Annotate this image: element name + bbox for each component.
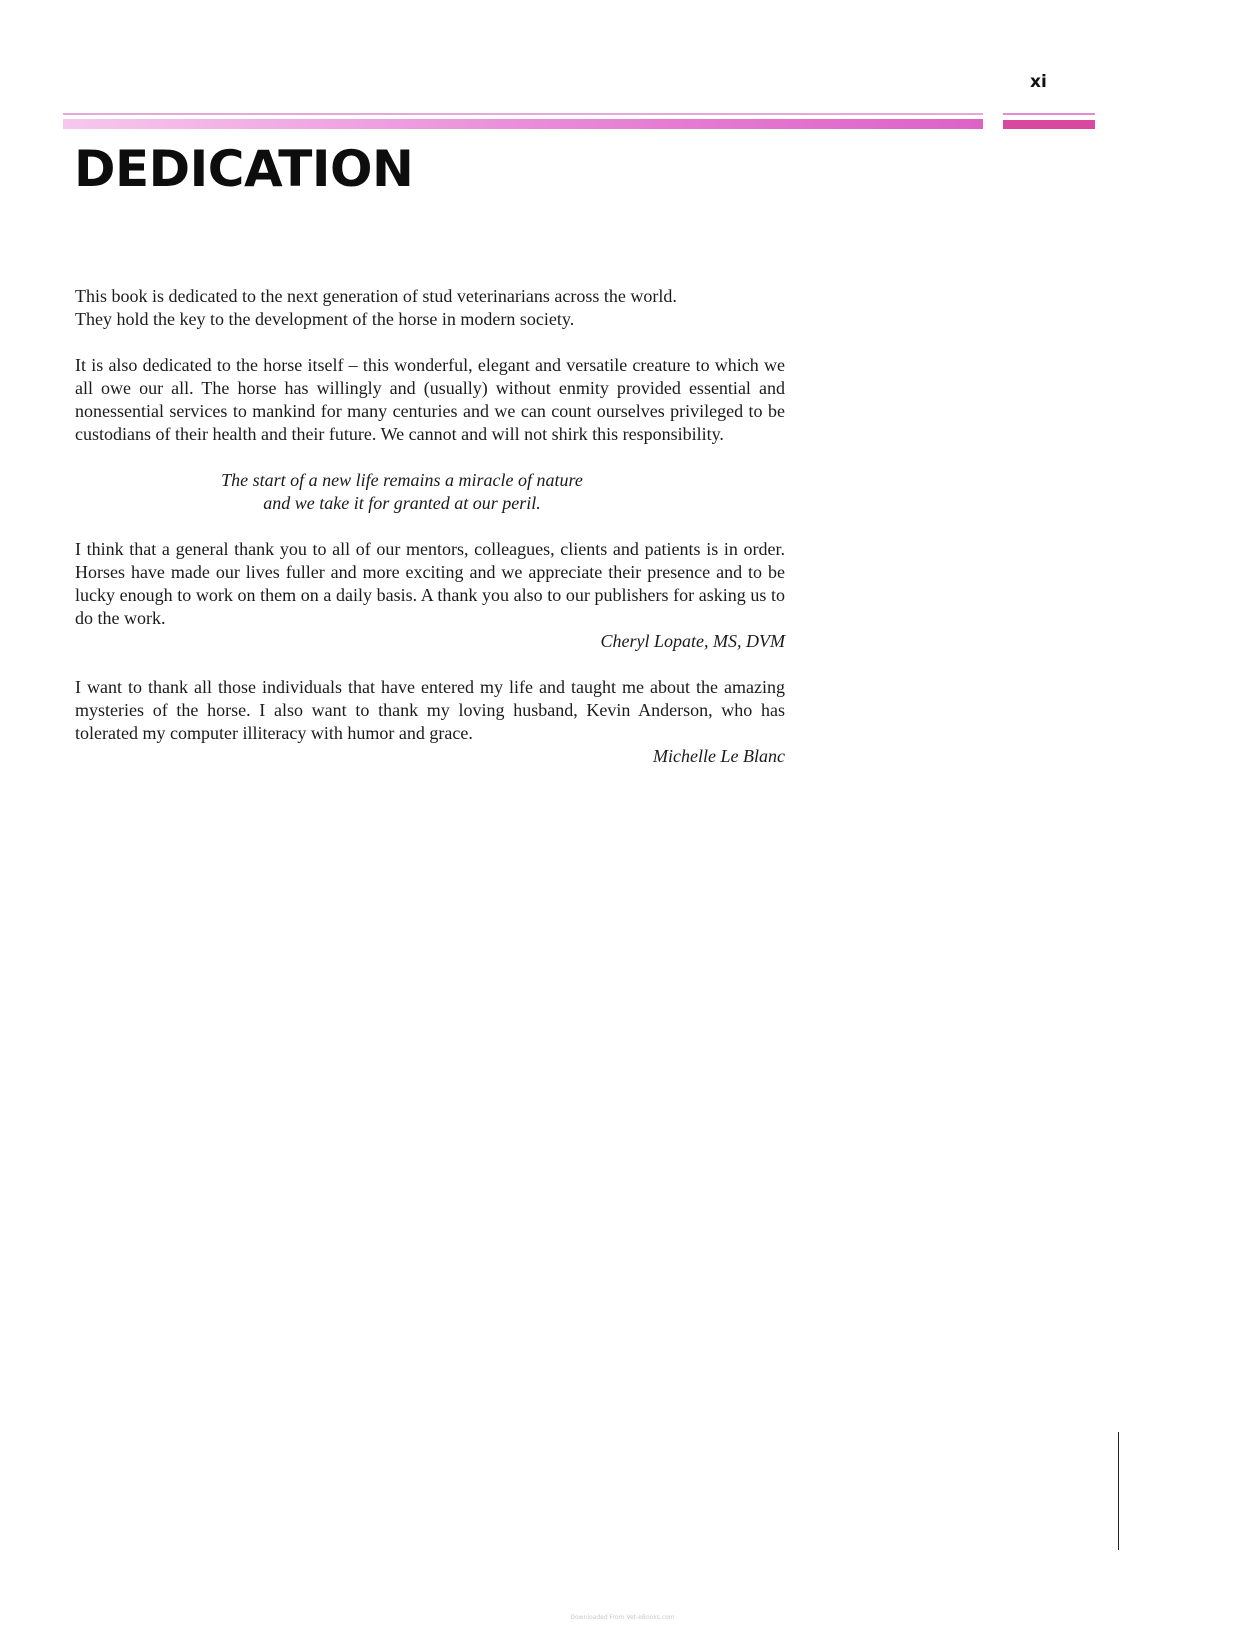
spacer: [75, 446, 785, 469]
header-rule-right-thick: [1003, 120, 1095, 129]
header-rule-thick: [63, 119, 983, 129]
dedication-body: [75, 285, 785, 768]
page-title: DEDICATION: [74, 140, 414, 198]
margin-line: [1118, 1432, 1119, 1550]
spacer: [75, 331, 785, 354]
paragraph-1-line-1: This book is dedicated to the next generation of stud veterinarians across the world.: [75, 286, 677, 306]
spacer: [75, 653, 785, 676]
quote-line-2: and we take it for granted at our peril.: [263, 493, 541, 513]
page-number: xi: [1030, 72, 1047, 92]
paragraph-1-line-2: They hold the key to the development of the horse in modern society.: [75, 309, 575, 329]
header-rule-thin: [63, 113, 983, 115]
spacer: [75, 515, 785, 538]
signature-michelle-le-blanc: Michelle Le Blanc: [653, 746, 785, 766]
paragraph-2: It is also dedicated to the horse itself – this wonderful, elegant and versatile creature to which we all owe our all. The horse has willingly and (usually) without enmity provided essential and nonessential services to mankind for many centuries and we can count ourselves privileged to be custodians of their health and their future. We cannot and will not shirk this responsibility.: [75, 355, 785, 444]
quote-line-1: The start of a new life remains a miracle of nature: [221, 470, 583, 490]
paragraph-3: I think that a general thank you to all of our mentors, colleagues, clients and patients is in order. Horses have made our lives fuller and more exciting and we appreciate their presence and to be lucky enough to work on them on a daily basis. A thank you also to our publishers for asking us to do the work.: [75, 539, 785, 628]
footer-text: Downloaded From Vet-eBooks.com: [570, 1614, 675, 1621]
header-rule-right-thin: [1003, 113, 1095, 115]
paragraph-4: I want to thank all those individuals that have entered my life and taught me about the amazing mysteries of the horse. I also want to thank my loving husband, Kevin Anderson, who has tolerated my computer illiteracy with humor and grace.: [75, 677, 785, 743]
signature-cheryl-lopate: Cheryl Lopate, MS, DVM: [600, 631, 785, 651]
